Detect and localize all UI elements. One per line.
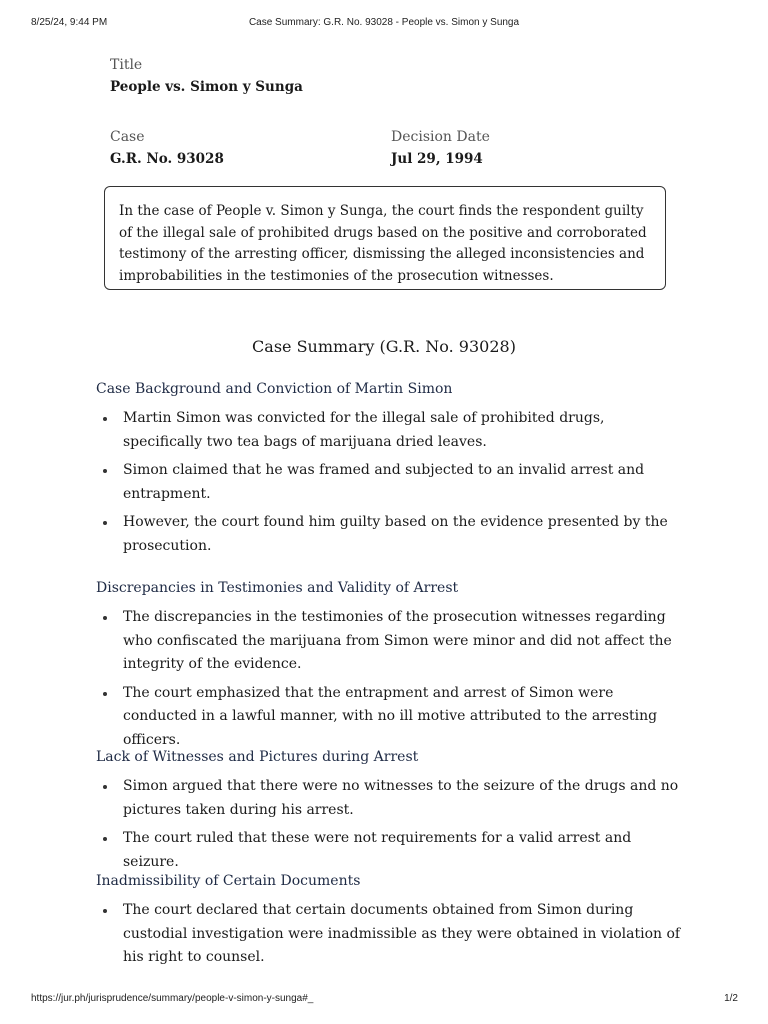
section-title: Lack of Witnesses and Pictures during Arrest xyxy=(96,749,419,765)
decision-date: Jul 29, 1994 xyxy=(391,151,483,167)
bullet-list xyxy=(96,407,686,558)
bullet-item: However, the court found him guilty based on the evidence presented by the prosecution. xyxy=(96,511,686,558)
bullet-item: Martin Simon was convicted for the illegal sale of prohibited drugs, specifically two tea bags of marijuana dried leaves. xyxy=(96,407,686,454)
section-discrepancies xyxy=(96,578,686,757)
section-title: Discrepancies in Testimonies and Validity of Arrest xyxy=(96,580,459,596)
title-label: Title xyxy=(110,57,143,73)
print-url: https://jur.ph/jurisprudence/summary/people-v-simon-y-sunga#_ xyxy=(31,993,314,1004)
bullet-item: The court ruled that these were not requirements for a valid arrest and seizure. xyxy=(96,827,686,874)
print-datetime: 8/25/24, 9:44 PM xyxy=(31,17,108,28)
bullet-item: The court declared that certain documents obtained from Simon during custodial investigation were inadmissible as they were obtained in violation of his right to counsel. xyxy=(96,899,686,970)
case-summary-heading: Case Summary (G.R. No. 93028) xyxy=(252,337,516,356)
case-label: Case xyxy=(110,129,145,145)
bullet-list xyxy=(96,775,686,874)
section-documents xyxy=(96,871,686,975)
case-number: G.R. No. 93028 xyxy=(110,151,224,167)
decision-date-label: Decision Date xyxy=(391,129,490,145)
print-page-title: Case Summary: G.R. No. 93028 - People vs. Simon y Sunga xyxy=(248,17,520,28)
section-background xyxy=(96,379,686,563)
bullet-item: Simon claimed that he was framed and subjected to an invalid arrest and entrapment. xyxy=(96,459,686,506)
bullet-item: The discrepancies in the testimonies of the prosecution witnesses regarding who confiscated the marijuana from Simon were minor and did not affect the integrity of the evidence. xyxy=(96,606,686,677)
section-witnesses xyxy=(96,747,686,879)
section-title: Case Background and Conviction of Martin Simon xyxy=(96,381,453,397)
page-indicator: 1/2 xyxy=(724,993,738,1004)
summary-box: In the case of People v. Simon y Sunga, the court finds the respondent guilty of the illegal sale of prohibited drugs based on the positive and corroborated testimony of the arresting officer, dismissing the alleged inconsistencies and improbabilities in the testimonies of the prosecution witnesses. xyxy=(104,186,666,290)
bullet-list xyxy=(96,899,686,970)
bullet-item: The court emphasized that the entrapment and arrest of Simon were conducted in a lawful manner, with no ill motive attributed to the arresting officers. xyxy=(96,682,686,753)
bullet-list xyxy=(96,606,686,752)
bullet-item: Simon argued that there were no witnesses to the seizure of the drugs and no pictures taken during his arrest. xyxy=(96,775,686,822)
section-title: Inadmissibility of Certain Documents xyxy=(96,873,361,889)
case-title: People vs. Simon y Sunga xyxy=(110,79,303,95)
